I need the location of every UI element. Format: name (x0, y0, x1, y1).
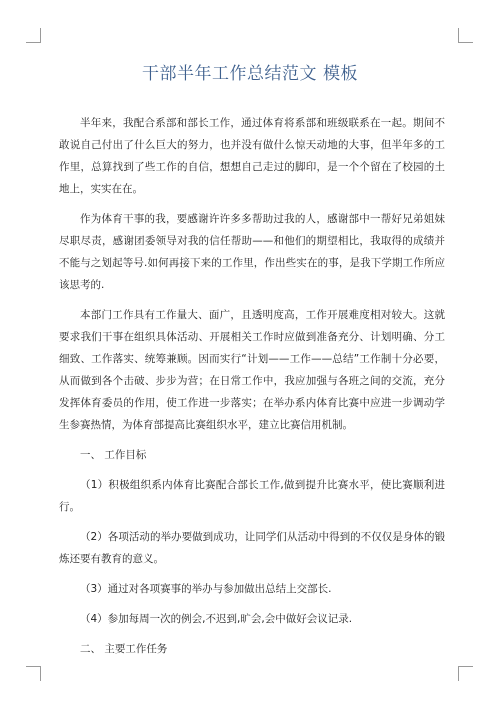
goal-item-1: （1）积极组织系内体育比赛配合部长工作,做到提升比赛水平，使比赛顺利进行。 (59, 479, 445, 513)
crop-mark-top-left (26, 28, 41, 43)
paragraph-intro: 半年来，我配合系部和部长工作，通过体育将系部和班级联系在一起。期间不敢说自己付出了什么巨大的努力，也并没有做什么惊天动地的大事，但半年多的工作里，总算找到了些工作的自信，想想自己走过的脚印，是一个个留在了校园的土地上，实实在在。 (59, 117, 445, 195)
goal-item-4: （4）参加每周一次的例会,不迟到,旷会,会中做好会议记录. (80, 613, 353, 625)
section-heading-tasks: 二、 主要工作任务 (80, 643, 168, 655)
section-heading-goals: 一、 工作目标 (80, 449, 147, 461)
paragraph-thanks: 作为体育干事的我，要感谢许许多多帮助过我的人，感谢部中一帮好兄弟姐妹尽职尽责，感谢团委领导对我的信任帮助——和他们的期望相比，我取得的成绩并不能与之划起等号.如何再接下来的工作里，作出些实在的事，是我下学期工作所应该思考的. (59, 213, 445, 291)
crop-mark-bottom-left (26, 666, 41, 681)
paragraph-department: 本部门工作具有工作量大、面广，且透明度高，工作开展难度相对较大。这就要求我们干事在组织具体活动、开展相关工作时应做到准备充分、计划明确、分工细致、工作落实、统筹兼顾。因而实行“计划——工作——总结”工作制十分必要，从而做到各个击破、步步为营；在日常工作中，我应加强与各班之间的交流，充分发挥体育委员的作用，使工作进一步落实；在举办系内体育比赛中应进一步调动学生参赛热情，为体育部提高比赛组织水平，建立比赛信用机制。 (59, 309, 445, 431)
crop-mark-bottom-right (458, 666, 473, 681)
document-body (59, 112, 445, 668)
goal-item-3: （3）通过对各项赛事的举办与参加做出总结上交部长. (80, 583, 332, 595)
goal-item-2: （2）各项活动的举办要做到成功，让同学们从活动中得到的不仅仅是身体的锻炼还要有教育的意义。 (59, 531, 445, 565)
crop-mark-top-right (458, 28, 473, 43)
document-title: 干部半年工作总结范文 模板 (142, 64, 358, 84)
